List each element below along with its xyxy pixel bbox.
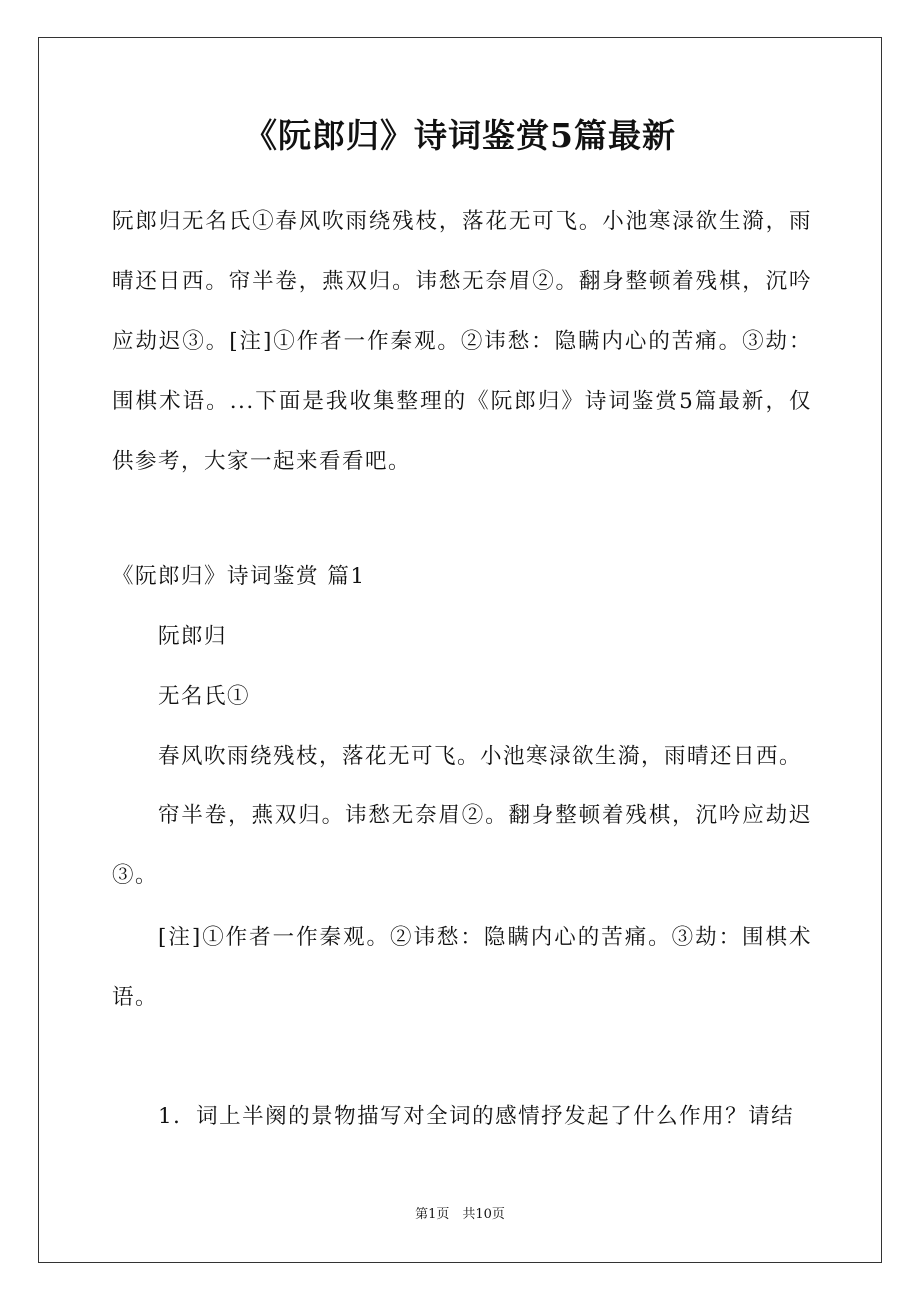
notes-paragraph: [注]①作者一作秦观。②讳愁：隐瞒内心的苦痛。③劫：围棋术语。 (112, 925, 812, 1010)
document-title: 《阮郎归》诗词鉴赏5篇最新 (244, 116, 676, 155)
poem-line-2: 帘半卷，燕双归。讳愁无奈眉②。翻身整顿着残棋，沉吟应劫迟③。 (112, 803, 812, 888)
page-footer: 第1页 共10页 (415, 1207, 505, 1222)
section-heading: 《阮郎归》诗词鉴赏 篇1 (112, 564, 366, 589)
poem-author: 无名氏① (158, 684, 251, 709)
poem-line-1: 春风吹雨绕残枝，落花无可飞。小池寒渌欲生漪，雨晴还日西。 (158, 744, 803, 769)
poem-title: 阮郎归 (158, 624, 228, 649)
intro-paragraph: 阮郎归无名氏①春风吹雨绕残枝，落花无可飞。小池寒渌欲生漪，雨晴还日西。帘半卷，燕双归。讳愁无奈眉②。翻身整顿着残棋，沉吟应劫迟③。[注]①作者一作秦观。②讳愁：隐瞒内心的苦痛。③劫：围棋术语。...下面是我收集整理的《阮郎归》诗词鉴赏5篇最新，仅供参考，大家一起来看看吧。 (112, 209, 812, 474)
question-1: 1．词上半阕的景物描写对全词的感情抒发起了什么作用？请结 (158, 1104, 795, 1129)
